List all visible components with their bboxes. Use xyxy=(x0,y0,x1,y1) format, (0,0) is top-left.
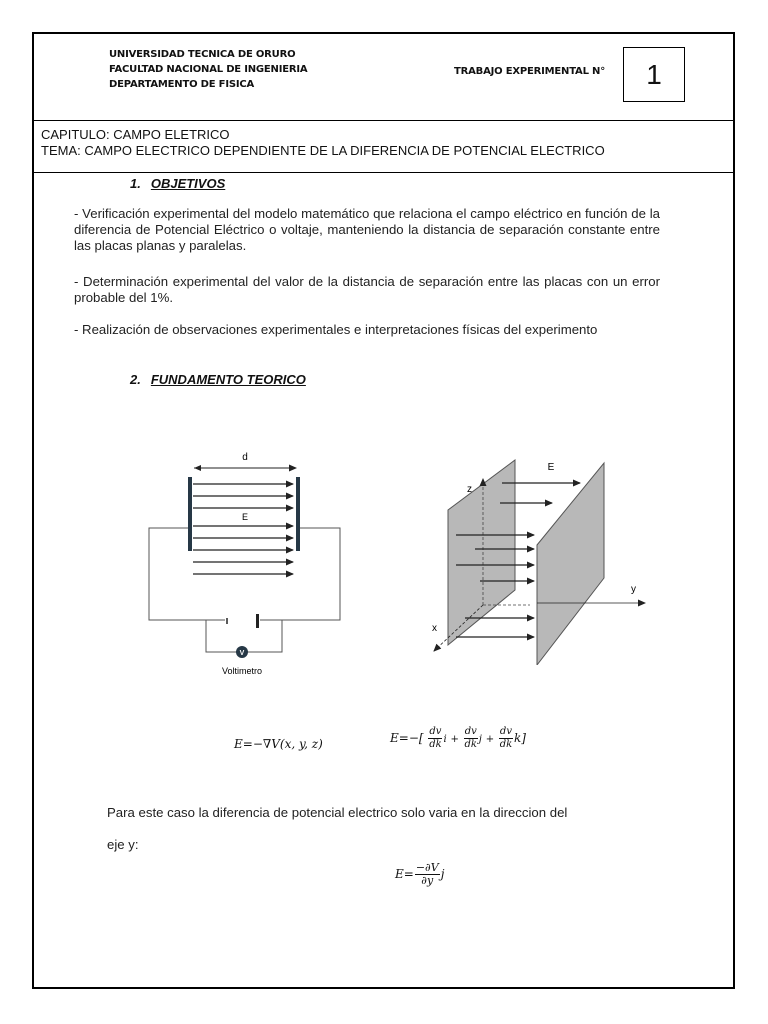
faculty-name: FACULTAD NACIONAL DE INGENIERIA xyxy=(109,64,308,75)
component-formula-lhs: E=−[ xyxy=(390,731,424,745)
chapter-title: CAPITULO: CAMPO ELETRICO xyxy=(41,127,230,142)
objective-paragraph-3: - Realización de observaciones experimentales e interpretaciones físicas del experimento xyxy=(74,322,598,337)
objective-paragraph-1: - Verificación experimental del modelo matemático que relaciona el campo eléctrico en función de la diferencia de Potencial Eléctrico o voltaje, manteniendo la distancia de separación constante entre las placas planas y paralelas. xyxy=(74,206,660,253)
chapter-block xyxy=(34,120,733,173)
left-plate-3d xyxy=(448,460,515,645)
topic-title: TEMA: CAMPO ELECTRICO DEPENDIENTE DE LA DIFERENCIA DE POTENCIAL ELECTRICO xyxy=(41,143,605,158)
fraction-dv-dy: $\frac{-\partial V}{\partial y}$ xyxy=(415,861,439,887)
plates-3d-svg xyxy=(420,455,660,665)
experiment-label: TRABAJO EXPERIMENTAL N° xyxy=(454,66,606,77)
document-header xyxy=(34,34,733,121)
capacitor-diagram xyxy=(136,440,348,680)
section-heading-objetivos xyxy=(130,176,225,191)
left-plate xyxy=(188,477,192,551)
right-plate-3d xyxy=(537,463,604,665)
component-formula: E=−[ $\frac{dv}{dk}$ i + $\frac{dv}{dk}$ j + $\frac{dv}{dk}$ k] xyxy=(390,726,526,750)
experiment-number-box: 1 xyxy=(623,47,685,102)
battery-long-plate xyxy=(256,614,259,628)
fraction-dv-dk-i: $\frac{dv}{dk}$ xyxy=(429,726,442,750)
department-name: DEPARTAMENTO DE FISICA xyxy=(109,79,255,90)
section-heading-fundamento xyxy=(130,372,306,387)
specific-formula-lhs: E= xyxy=(395,867,414,881)
voltmeter-label: Voltimetro xyxy=(221,666,263,676)
section-number: 1. xyxy=(130,176,141,191)
fraction-dv-dk-j: $\frac{dv}{dk}$ xyxy=(464,726,477,750)
distance-label: d xyxy=(242,452,248,463)
fraction-dv-dk-k: $\frac{dv}{dk}$ xyxy=(499,726,513,750)
y-axis-label: y xyxy=(631,584,636,595)
closing-line-2: eje y: xyxy=(107,837,139,852)
gradient-formula: E=−∇V(x, y, z) xyxy=(234,737,323,751)
institution-block xyxy=(109,47,307,92)
voltmeter-symbol: V xyxy=(239,650,245,657)
section-title: OBJETIVOS xyxy=(150,176,226,191)
right-plate xyxy=(296,477,300,551)
x-axis-label: x xyxy=(432,623,437,634)
field-label-3d: E xyxy=(547,462,555,473)
objective-paragraph-2: - Determinación experimental del valor de la distancia de separación entre las placas con un error probable del 1%. xyxy=(74,274,660,305)
specific-formula xyxy=(395,862,444,887)
plates-3d-diagram xyxy=(420,455,660,665)
section-title: FUNDAMENTO TEORICO xyxy=(150,372,306,387)
university-name: UNIVERSIDAD TECNICA DE ORURO xyxy=(109,49,296,60)
z-axis-label: z xyxy=(467,484,472,495)
unit-vector-j: j xyxy=(440,867,445,881)
section-number: 2. xyxy=(130,372,141,387)
capacitor-svg xyxy=(136,440,348,680)
x-axis-tip xyxy=(434,647,438,651)
closing-line-1: Para este caso la diferencia de potencial electrico solo varia en la direccion del xyxy=(107,805,568,820)
field-label: E xyxy=(241,512,249,522)
